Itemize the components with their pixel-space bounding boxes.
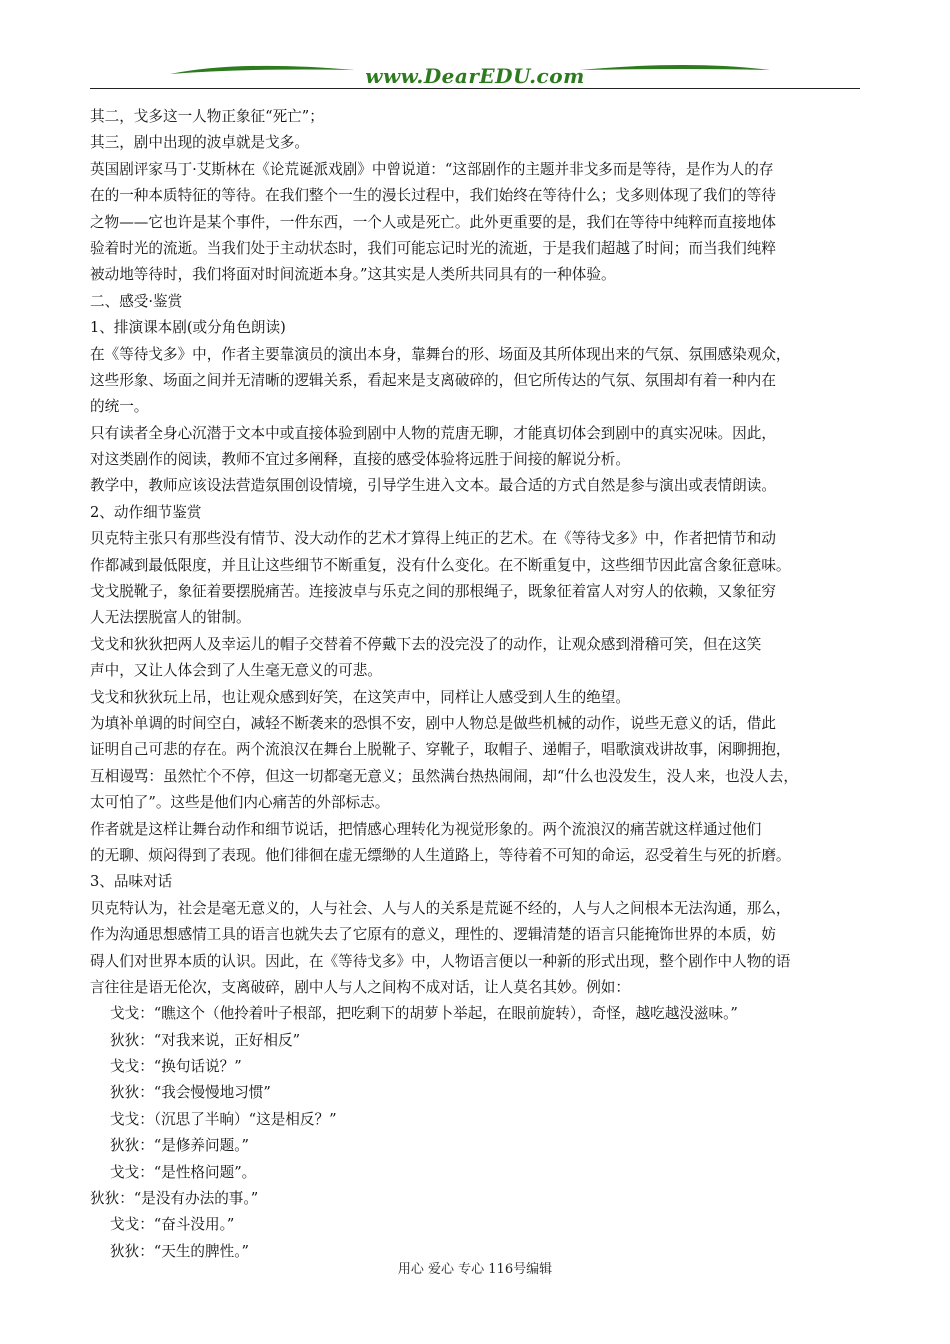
text-line: 戈戈脱靴子，象征着要摆脱痛苦。连接波卓与乐克之间的那根绳子，既象征着富人对穷人的依赖，又象征穷 [90,583,776,601]
text-line: 作为沟通思想感情工具的语言也就失去了它原有的意义，理性的、逻辑清楚的语言只能掩饰世界的本质，妨 [90,926,776,944]
text-line: 二、感受·鉴赏 [90,292,183,310]
text-line: 戈戈和狄狄玩上吊，也让观众感到好笑，在这笑声中，同样让人感受到人生的绝望。 [90,688,630,706]
text-line: 的统一。 [90,398,149,416]
text-line: 贝克特认为，社会是毫无意义的，人与社会、人与人的关系是荒诞不经的，人与人之间根本无法沟通，那么， [90,899,791,917]
text-line: 碍人们对世界本质的认识。因此，在《等待戈多》中，人物语言便以一种新的形式出现，整个剧作中人物的语 [90,952,791,970]
text-line: 作都减到最低限度，并且让这些细节不断重复，没有什么变化。在不断重复中，这些细节因此富含象征意味。 [90,556,791,574]
text-line: 之物——它也许是某个事件，一件东西，一个人或是死亡。此外更重要的是，我们在等待中纯粹而直接地体 [90,213,776,231]
paragraph-lines [90,104,865,1001]
text-line: 在《等待戈多》中，作者主要靠演员的演出本身，靠舞台的形、场面及其所体现出来的气氛、氛围感染观众， [90,345,791,363]
dialogue-line: 戈戈：“奋斗没用。” [110,1216,235,1234]
text-line: 2、动作细节鉴赏 [90,503,202,521]
text-line: 作者就是这样让舞台动作和细节说话，把情感心理转化为视觉形象的。两个流浪汉的痛苦就这样通过他们 [90,820,762,838]
text-line: 人无法摆脱富人的钳制。 [90,609,251,627]
dialogue-line: 戈戈：“是性格问题”。 [110,1163,257,1181]
dialogue-line: 狄狄：“天生的脾性。” [110,1242,249,1260]
dialogue-line: 戈戈：“瞧这个（他拎着叶子根部，把吃剩下的胡萝卜举起，在眼前旋转），奇怪，越吃越没滋味。” [110,1005,738,1023]
dialogue-line: 狄狄：“是修养问题。” [110,1137,249,1155]
text-line: 声中，又让人体会到了人生毫无意义的可悲。 [90,662,382,680]
dialogue-line: 狄狄：“我会慢慢地习惯” [110,1084,271,1102]
dialogue-line: 狄狄：“是没有办法的事。” [90,1190,259,1208]
text-line: 在的一种本质特征的等待。在我们整个一生的漫长过程中，我们始终在等待什么；戈多则体现了我们的等待 [90,187,776,205]
text-line: 互相谩骂：虽然忙个不停，但这一切都毫无意义；虽然满台热热闹闹，却“什么也没发生，没人来，也没人去， [90,767,798,785]
text-line: 贝克特主张只有那些没有情节、没大动作的艺术才算得上纯正的艺术。在《等待戈多》中，作者把情节和动 [90,530,776,548]
header-divider [90,88,860,89]
text-line: 言往往是语无伦次，支离破碎，剧中人与人之间构不成对话，让人莫名其妙。例如： [90,978,630,996]
document-body [90,104,865,1265]
text-line: 这些形象、场面之间并无清晰的逻辑关系，看起来是支离破碎的，但它所传达的气氛、氛围却有着一种内在 [90,371,776,389]
text-line: 其二，戈多这一人物正象征“死亡”； [90,108,324,125]
text-line: 英国剧评家马丁·艾斯林在《论荒诞派戏剧》中曾说道：“这部剧作的主题并非戈多而是等待，是作为人的存 [90,160,774,178]
page-header [90,56,860,92]
text-line: 对这类剧作的阅读，教师不宜过多阐释，直接的感受体验将远胜于间接的解说分析。 [90,451,630,469]
text-line: 戈戈和狄狄把两人及幸运儿的帽子交替着不停戴下去的没完没了的动作，让观众感到滑稽可笑，但在这笑 [90,635,762,653]
dialogue-lines [90,1001,865,1265]
text-line: 被动地等待时，我们将面对时间流逝本身。”这其实是人类所共同具有的一种体验。 [90,266,616,284]
text-line: 只有读者全身心沉潜于文本中或直接体验到剧中人物的荒唐无聊，才能真切体会到剧中的真实况味。因此， [90,424,776,442]
text-line: 教学中，教师应该设法营造氛围创设情境，引导学生进入文本。最合适的方式自然是参与演出或表情朗读。 [90,477,776,495]
text-line: 其三，剧中出现的波卓就是戈多。 [90,134,309,152]
page-footer: 用心 爱心 专心 116号编辑 [397,1262,553,1277]
dialogue-line: 戈戈：（沉思了半晌）“这是相反？” [110,1110,337,1128]
dialogue-line: 戈戈：“换句话说？” [110,1058,242,1076]
text-line: 3、品味对话 [90,873,173,891]
text-line: 验着时光的流逝。当我们处于主动状态时，我们可能忘记时光的流逝，于是我们超越了时间；而当我们纯粹 [90,239,776,257]
text-line: 的无聊、烦闷得到了表现。他们徘徊在虚无缥缈的人生道路上，等待着不可知的命运，忍受着生与死的折磨。 [90,846,791,864]
text-line: 为填补单调的时间空白，减轻不断袭来的恐惧不安，剧中人物总是做些机械的动作，说些无意义的话，借此 [90,714,776,732]
text-line: 证明自己可悲的存在。两个流浪汉在舞台上脱靴子、穿靴子，取帽子、递帽子，唱歌演戏讲故事，闲聊拥抱， [90,741,791,759]
site-url: www.DearEDU.com [365,64,585,88]
text-line: 1、排演课本剧(或分角色朗读) [90,319,286,337]
dialogue-line: 狄狄：“对我来说，正好相反” [110,1031,301,1049]
text-line: 太可怕了”。这些是他们内心痛苦的外部标志。 [90,794,390,812]
